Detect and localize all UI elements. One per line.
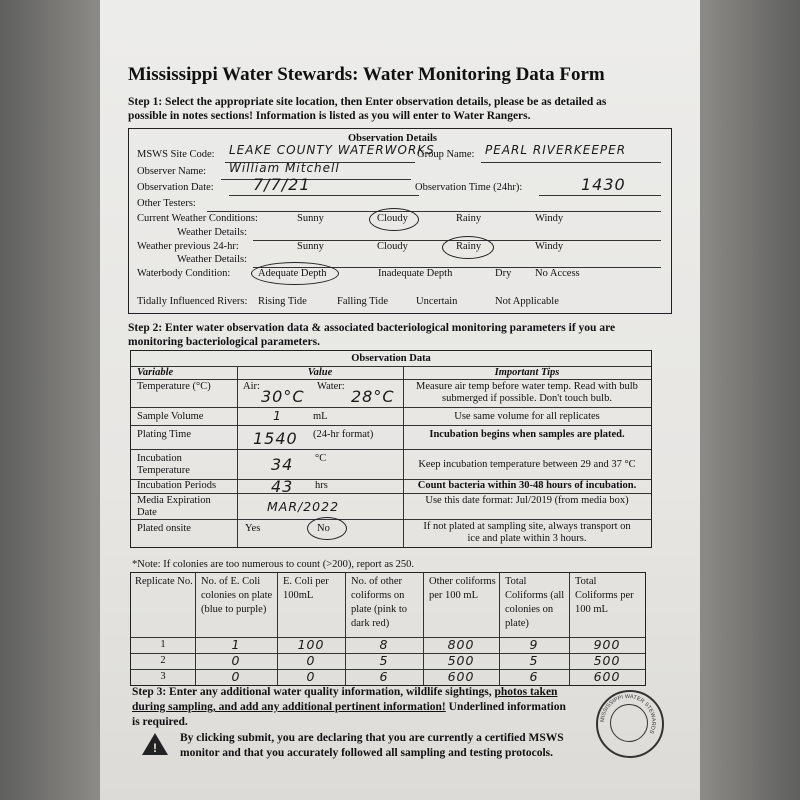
incubation-periods-tip: Count bacteria within 30-48 hours of incubation.	[417, 480, 637, 491]
sample-volume-label: Sample Volume	[137, 411, 204, 422]
air-label: Air:	[243, 381, 260, 392]
observation-date-label: Observation Date:	[137, 182, 214, 193]
header-ecoli-per-100ml: E. Coli per 100mL	[283, 576, 329, 601]
waterbody-condition-label: Waterbody Condition:	[137, 268, 231, 279]
replicate-2-ecoli[interactable]: 0	[231, 653, 241, 668]
waterbody-option-inadequate[interactable]: Inadequate Depth	[378, 268, 453, 279]
group-name-label: Group Name:	[417, 149, 475, 160]
air-temp-value[interactable]: 30°C	[261, 387, 305, 406]
tidal-option-not-applicable[interactable]: Not Applicable	[495, 296, 559, 307]
replicate-2-ecoli-100ml[interactable]: 0	[306, 653, 316, 668]
observation-time-value[interactable]: 1430	[581, 175, 626, 194]
replicate-2-total-100ml[interactable]: 500	[593, 653, 621, 668]
replicate-3-ecoli-100ml[interactable]: 0	[306, 669, 316, 684]
prev-weather-option-cloudy[interactable]: Cloudy	[377, 241, 408, 252]
replicate-1-no: 1	[160, 639, 166, 650]
site-code-value[interactable]: LEAKE COUNTY WATERWORKS	[229, 143, 435, 157]
group-name-value[interactable]: PEARL RIVERKEEPER	[485, 143, 627, 157]
observation-time-label: Observation Time (24hr):	[415, 182, 523, 193]
incubation-temperature-value[interactable]: 34	[271, 455, 294, 474]
replicate-2-other-100ml[interactable]: 500	[447, 653, 475, 668]
logo-ring-text	[596, 690, 660, 754]
replicate-1-total-100ml[interactable]: 900	[593, 637, 621, 652]
prev-weather-option-rainy[interactable]: Rainy	[456, 241, 482, 252]
observation-details-heading: Observation Details	[348, 133, 437, 144]
plating-time-tip: Incubation begins when samples are plated.	[429, 429, 625, 440]
replicate-3-ecoli[interactable]: 0	[231, 669, 241, 684]
incubation-temperature-tip: Keep incubation temperature between 29 and 37 °C	[418, 459, 636, 470]
col-variable-header: Variable	[137, 367, 174, 378]
header-ecoli-colonies: No. of E. Coli colonies on plate (blue to purple)	[201, 576, 273, 615]
observer-name-label: Observer Name:	[137, 166, 207, 177]
header-replicate-no: Replicate No.	[135, 576, 193, 587]
plated-onsite-no-circle-mark	[307, 517, 347, 540]
replicate-3-total-100ml[interactable]: 600	[593, 669, 621, 684]
tidal-option-rising[interactable]: Rising Tide	[258, 296, 307, 307]
colonies-note: *Note: If colonies are too numerous to count (>200), report as 250.	[132, 559, 415, 570]
step3-line1: Step 3: Enter any additional water quality information, wildlife sightings, photos taken	[132, 686, 558, 698]
replicate-table	[130, 572, 646, 686]
current-weather-label: Current Weather Conditions:	[137, 213, 258, 224]
prev-weather-rainy-circle-mark	[442, 236, 494, 259]
incubation-periods-value[interactable]: 43	[271, 477, 294, 496]
plated-onsite-tip-line1: If not plated at sampling site, always transport on	[423, 521, 631, 532]
weather-option-windy[interactable]: Windy	[535, 213, 564, 224]
sample-volume-value[interactable]: 1	[273, 408, 282, 423]
temperature-label: Temperature (°C)	[137, 381, 211, 392]
plated-onsite-yes[interactable]: Yes	[245, 523, 261, 534]
weather-cloudy-circle-mark	[369, 208, 419, 231]
media-expiration-label: Media Expiration Date	[137, 495, 211, 518]
waterbody-option-adequate[interactable]: Adequate Depth	[258, 268, 327, 279]
step1-line1: Step 1: Select the appropriate site location, then Enter observation details, please be as detailed as	[128, 96, 607, 108]
other-testers-label: Other Testers:	[137, 198, 196, 209]
incubation-periods-unit: hrs	[315, 480, 328, 491]
waterbody-option-no-access[interactable]: No Access	[535, 268, 580, 279]
declaration-line2: monitor and that you accurately followed all sampling and testing protocols.	[180, 747, 554, 759]
tidal-option-uncertain[interactable]: Uncertain	[416, 296, 458, 307]
step3-line2: during sampling, and add any additional pertinent information! Underlined information	[132, 701, 566, 713]
replicate-2-no: 2	[160, 655, 166, 666]
prev-weather-option-windy[interactable]: Windy	[535, 241, 564, 252]
water-temp-value[interactable]: 28°C	[351, 387, 395, 406]
weather-option-cloudy[interactable]: Cloudy	[377, 213, 408, 224]
header-other-coliforms-per-100ml: Other coliforms per 100 mL	[429, 576, 496, 601]
svg-text:MISSISSIPPI WATER STEWARDS: MISSISSIPPI WATER STEWARDS	[599, 693, 657, 735]
waterbody-option-dry[interactable]: Dry	[495, 268, 512, 279]
incubation-periods-label: Incubation Periods	[137, 480, 217, 491]
header-total-coliforms: Total Coliforms (all colonies on plate)	[505, 576, 565, 629]
weather-option-rainy[interactable]: Rainy	[456, 213, 482, 224]
observation-date-value[interactable]: 7/7/21	[253, 175, 311, 194]
sample-volume-unit: mL	[313, 411, 328, 422]
weather-previous-label: Weather previous 24-hr:	[137, 241, 239, 252]
form-title: Mississippi Water Stewards: Water Monitoring Data Form	[128, 64, 605, 85]
col-tips-header: Important Tips	[494, 367, 560, 378]
replicate-1-other-100ml[interactable]: 800	[447, 637, 475, 652]
replicate-2-other[interactable]: 5	[379, 653, 389, 668]
plating-time-value[interactable]: 1540	[253, 429, 298, 448]
observation-data-table	[130, 350, 652, 548]
plating-time-label: Plating Time	[137, 429, 191, 440]
replicate-1-other[interactable]: 8	[379, 637, 389, 652]
replicate-2-total[interactable]: 5	[529, 653, 539, 668]
header-total-coliforms-per-100ml: Total Coliforms per 100 mL	[575, 576, 634, 615]
site-code-label: MSWS Site Code:	[137, 149, 215, 160]
warning-exclamation-icon: !	[153, 741, 157, 755]
plated-onsite-tip-line2: ice and plate within 3 hours.	[467, 533, 587, 544]
replicate-3-total[interactable]: 6	[529, 669, 539, 684]
water-label: Water:	[317, 381, 345, 392]
prev-weather-option-sunny[interactable]: Sunny	[297, 241, 324, 252]
replicate-3-other[interactable]: 6	[379, 669, 389, 684]
replicate-1-total[interactable]: 9	[529, 637, 539, 652]
plated-onsite-no[interactable]: No	[317, 523, 330, 534]
temperature-tip-line1: Measure air temp before water temp. Read with bulb	[416, 381, 638, 392]
plated-onsite-label: Plated onsite	[137, 523, 191, 534]
step2-line1: Step 2: Enter water observation data & associated bacteriological monitoring parameters if you are	[128, 322, 616, 334]
step1-line2: possible in notes sections! Information is listed as you will enter to Water Rangers.	[128, 110, 531, 122]
tidal-rivers-label: Tidally Influenced Rivers:	[137, 296, 248, 307]
media-expiration-value[interactable]: MAR/2022	[267, 499, 340, 514]
replicate-3-no: 3	[160, 671, 166, 682]
replicate-3-other-100ml[interactable]: 600	[447, 669, 475, 684]
weather-option-sunny[interactable]: Sunny	[297, 213, 324, 224]
replicate-1-ecoli[interactable]: 1	[231, 637, 241, 652]
prev-weather-details-label: Weather Details:	[177, 254, 247, 265]
msws-logo-seal	[596, 690, 664, 758]
incubation-temperature-unit: °C	[315, 453, 327, 464]
observation-details-box	[128, 128, 672, 314]
weather-details-label: Weather Details:	[177, 227, 247, 238]
header-other-coliforms-colonies: No. of other coliforms on plate (pink to dark red)	[351, 576, 407, 629]
sample-volume-tip: Use same volume for all replicates	[454, 411, 600, 422]
step2-line2: monitoring bacteriological parameters.	[128, 336, 320, 348]
media-expiration-tip: Use this date format: Jul/2019 (from media box)	[425, 495, 629, 506]
replicate-1-ecoli-100ml[interactable]: 100	[297, 637, 325, 652]
incubation-temperature-label: Incubation Temperature	[137, 453, 190, 476]
form-paper	[100, 0, 700, 800]
col-value-header: Value	[307, 367, 333, 378]
waterbody-adequate-circle-mark	[251, 262, 339, 285]
declaration-line1: By clicking submit, you are declaring that you are currently a certified MSWS	[180, 732, 564, 744]
step3-line3: is required.	[132, 716, 188, 728]
observer-name-value[interactable]: William Mitchell	[229, 161, 340, 175]
tidal-option-falling[interactable]: Falling Tide	[337, 296, 389, 307]
plating-time-unit: (24-hr format)	[313, 429, 374, 440]
observation-data-heading: Observation Data	[351, 353, 431, 364]
temperature-tip-line2: submerged if possible. Don't touch bulb.	[442, 393, 612, 404]
